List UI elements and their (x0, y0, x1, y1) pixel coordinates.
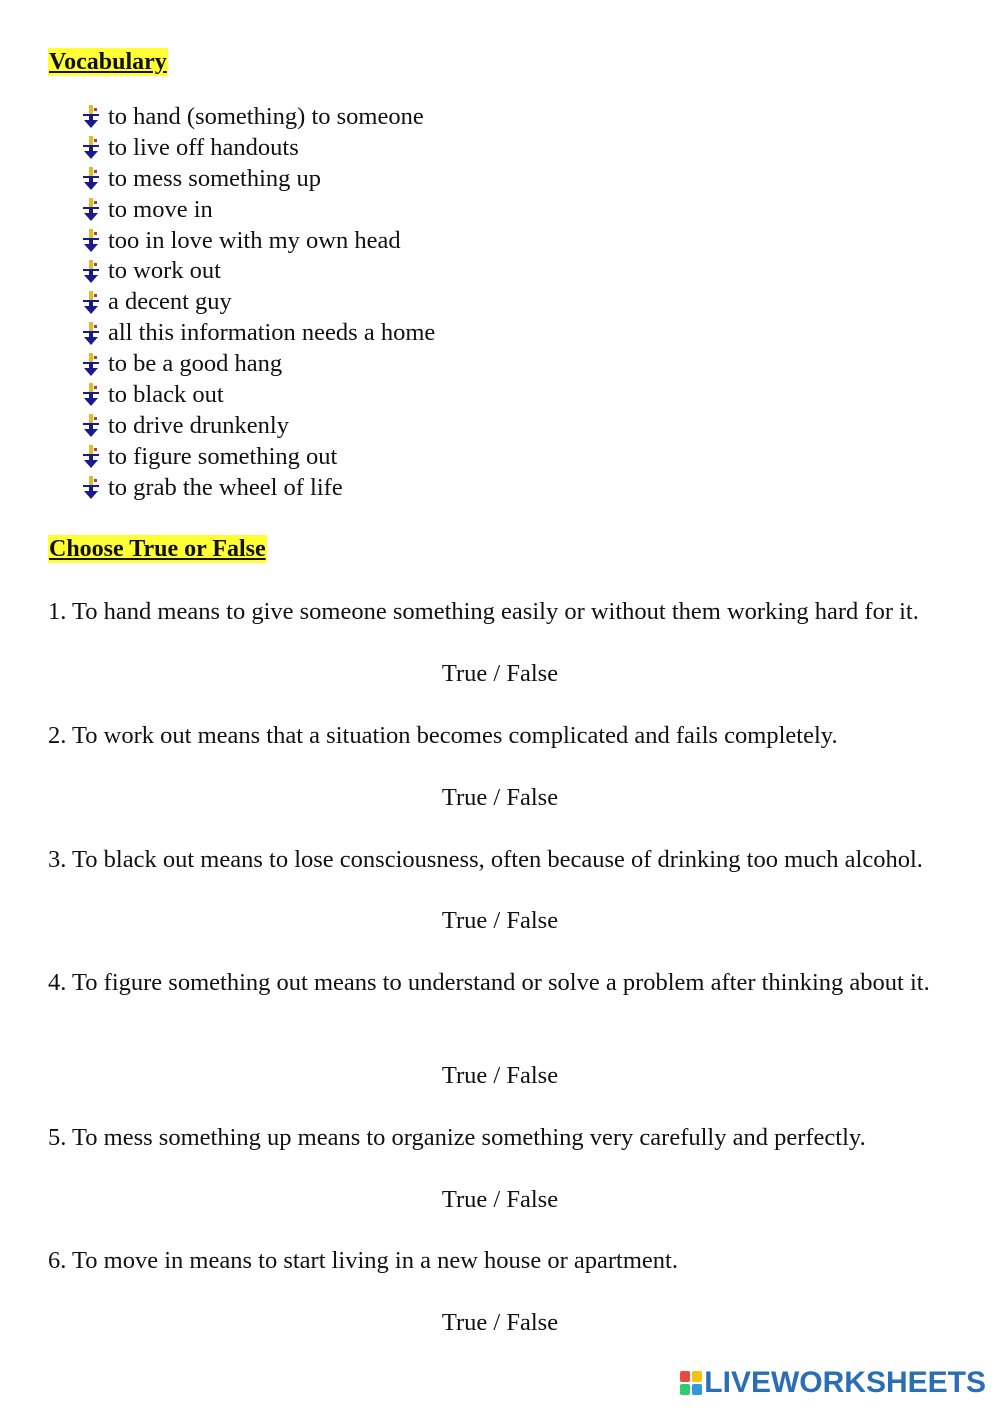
vocab-item-text: to black out (108, 381, 224, 409)
vocab-item-text: to hand (something) to someone (108, 103, 424, 130)
list-item (80, 195, 435, 226)
list-item (80, 318, 435, 349)
list-item (80, 226, 435, 257)
vocab-item-text: to work out (108, 257, 221, 285)
true-false-option-5[interactable]: True / False (441, 1186, 559, 1213)
arrow-down-bullet-icon (80, 229, 102, 253)
true-false-option-4[interactable]: True / False (441, 1062, 559, 1089)
liveworksheets-logo-text: LIVEWORKSHEETS (704, 1366, 986, 1399)
liveworksheets-logo (680, 1366, 986, 1400)
vocab-item-text: to live off handouts (108, 133, 299, 161)
arrow-down-bullet-icon (80, 291, 102, 315)
list-item (80, 133, 435, 164)
liveworksheets-logo-icon (680, 1371, 702, 1395)
question-2: 2. To work out means that a situation becomes complicated and fails completely. (48, 722, 838, 749)
arrow-down-bullet-icon (80, 136, 102, 160)
list-item (80, 102, 435, 133)
list-item (80, 164, 435, 195)
vocab-item-text: a decent guy (108, 288, 232, 316)
arrow-down-bullet-icon (80, 198, 102, 222)
arrow-down-bullet-icon (80, 383, 102, 407)
vocab-item-text: all this information needs a home (108, 319, 436, 347)
question-5: 5. To mess something up means to organize something very carefully and perfectly. (48, 1124, 866, 1151)
vocabulary-list (80, 102, 435, 504)
vocab-item-text: to be a good hang (108, 350, 283, 378)
true-false-option-6[interactable]: True / False (441, 1309, 559, 1336)
arrow-down-bullet-icon (80, 260, 102, 284)
true-false-option-2[interactable]: True / False (441, 784, 559, 811)
vocab-item-text: to grab the wheel of life (108, 473, 343, 501)
arrow-down-bullet-icon (80, 414, 102, 438)
vocab-item-text: to mess something up (108, 164, 322, 192)
arrow-down-bullet-icon (80, 445, 102, 469)
question-1: 1. To hand means to give someone something easily or without them working hard for it. (48, 598, 919, 625)
vocabulary-heading: Vocabulary (49, 49, 167, 75)
true-false-option-3[interactable]: True / False (441, 907, 559, 934)
list-item (80, 411, 435, 442)
arrow-down-bullet-icon (80, 322, 102, 346)
vocab-item-text: to move in (108, 195, 213, 223)
list-item (80, 349, 435, 380)
true-false-heading: Choose True or False (49, 536, 266, 562)
vocab-item-text: too in love with my own head (108, 226, 401, 254)
arrow-down-bullet-icon (80, 105, 102, 129)
list-item (80, 473, 435, 504)
arrow-down-bullet-icon (80, 476, 102, 500)
true-false-option-1[interactable]: True / False (441, 660, 559, 687)
question-6: 6. To move in means to start living in a new house or apartment. (48, 1247, 678, 1274)
list-item (80, 287, 435, 318)
vocab-item-text: to figure something out (108, 442, 338, 470)
list-item (80, 380, 435, 411)
arrow-down-bullet-icon (80, 167, 102, 191)
list-item (80, 256, 435, 287)
list-item (80, 442, 435, 473)
vocab-item-text: to drive drunkenly (108, 411, 289, 439)
question-3: 3. To black out means to lose consciousness, often because of drinking too much alcohol. (48, 846, 923, 873)
question-4: 4. To figure something out means to understand or solve a problem after thinking about it. (48, 969, 930, 996)
arrow-down-bullet-icon (80, 353, 102, 377)
